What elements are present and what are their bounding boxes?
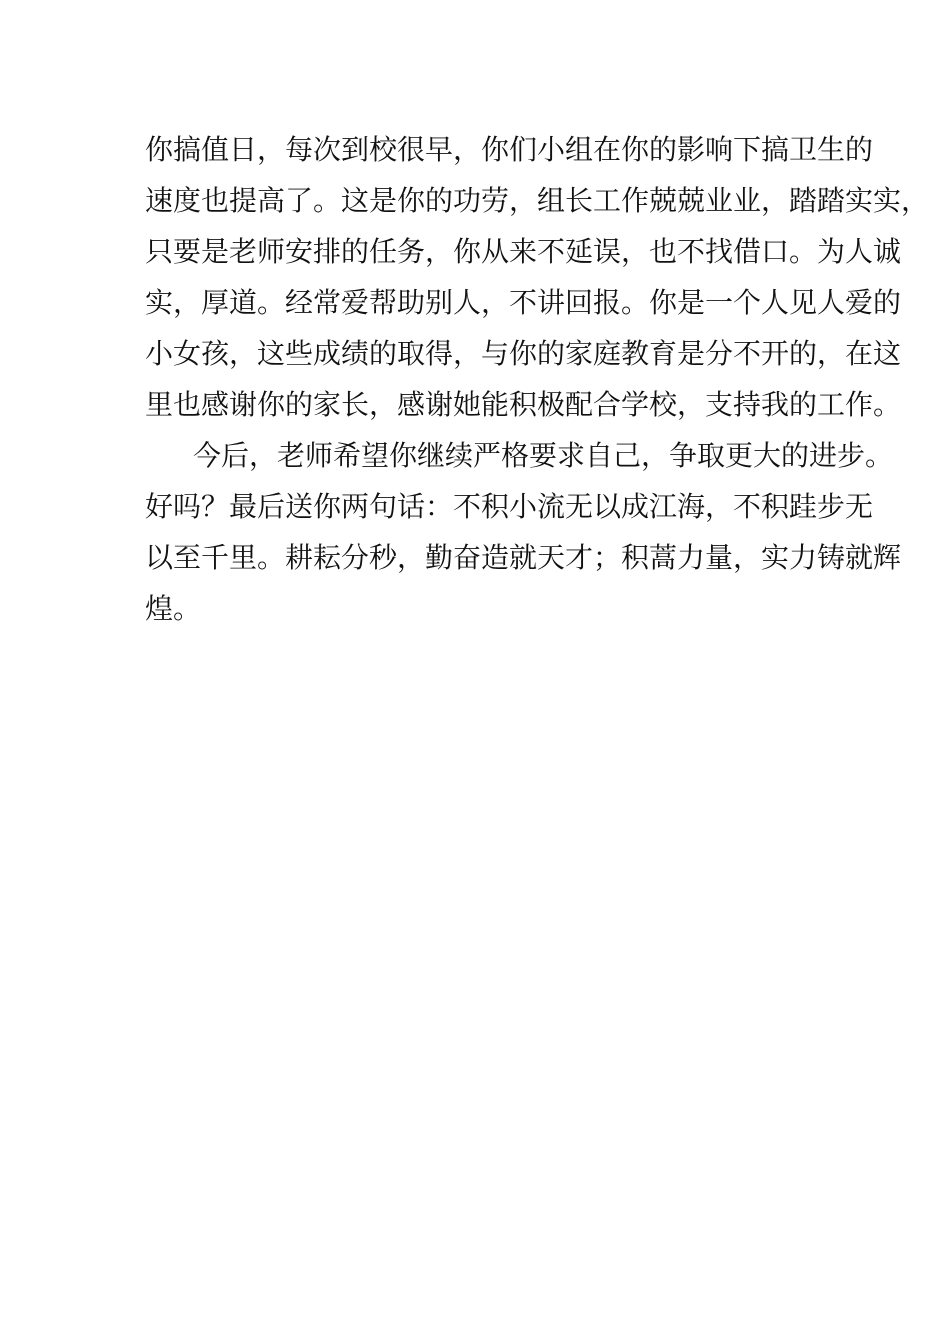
- text-line: 以至千里。耕耘分秒，勤奋造就天才；积蒿力量，实力铸就辉: [145, 541, 902, 574]
- text-line-indented: 今后，老师希望你继续严格要求自己，争取更大的进步。: [193, 439, 894, 472]
- text-line: 实，厚道。经常爱帮助别人，不讲回报。你是一个人见人爱的: [145, 286, 902, 319]
- paragraph-2: [145, 434, 902, 638]
- text-line: 只要是老师安排的任务，你从来不延误，也不找借口。为人诚: [145, 235, 902, 268]
- paragraph-1: [145, 128, 930, 434]
- text-line: 你搞值日，每次到校很早，你们小组在你的影响下搞卫生的: [145, 133, 874, 166]
- text-line: 小女孩，这些成绩的取得，与你的家庭教育是分不开的，在这: [145, 337, 902, 370]
- document-body: [145, 128, 930, 638]
- text-line: 煌。: [145, 592, 202, 625]
- text-line: 速度也提高了。这是你的功劳，组长工作兢兢业业，踏踏实实，: [145, 184, 930, 217]
- text-line: 里也感谢你的家长，感谢她能积极配合学校，支持我的工作。: [145, 388, 902, 421]
- text-line: 好吗？最后送你两句话：不积小流无以成江海，不积跬步无: [145, 490, 874, 523]
